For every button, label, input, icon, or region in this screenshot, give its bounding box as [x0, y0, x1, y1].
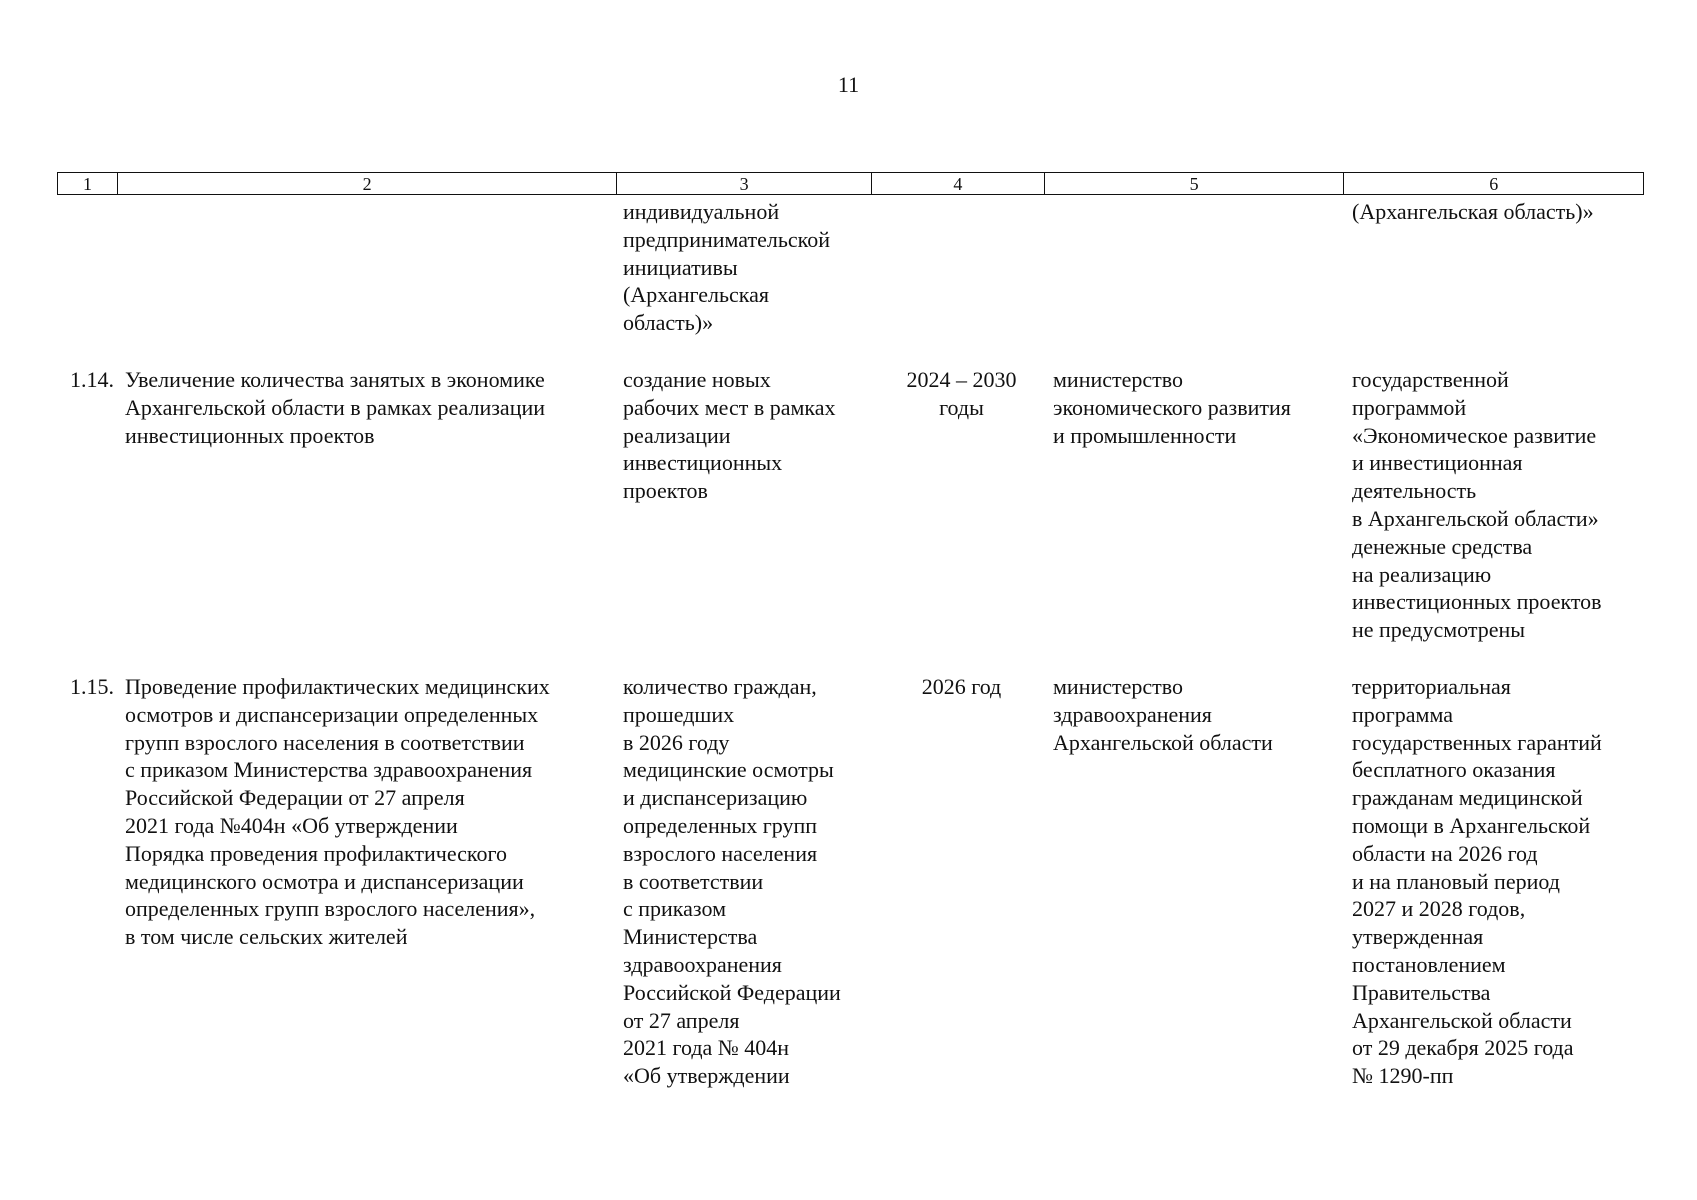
- row-1-15-title: Проведение профилактических медицинских осмотров и диспансеризации определенных групп взрослого населения в соответствии с приказом Министерства здравоохранения Российской Федерации от 27 апреля 2021 года №404н «Об утверждении Порядка проведения профилактического медицинского осмотра и диспансеризации определенных групп взрослого населения», в том числе сельских жителей: [125, 674, 550, 950]
- row-1-15-responsible: министерство здравоохранения Архангельской области: [1053, 674, 1273, 755]
- row-1-14-period: 2024 – 2030 годы: [906, 367, 1017, 420]
- row-1-14-number: 1.14.: [70, 367, 114, 392]
- row-1-15-period: 2026 год: [921, 674, 1002, 699]
- header-col-1: 1: [58, 173, 118, 194]
- row-1-14-responsible: министерство экономического развития и промышленности: [1053, 367, 1291, 448]
- row-1-14-title: Увеличение количества занятых в экономике Архангельской области в рамках реализации инвестиционных проектов: [125, 367, 546, 448]
- page-number: 11: [837, 72, 860, 97]
- header-col-6: 6: [1489, 174, 1499, 194]
- row-1-15-number: 1.15.: [70, 674, 114, 699]
- header-col-2: 2: [118, 173, 617, 194]
- row-1-15-indicator: количество граждан, прошедших в 2026 году медицинские осмотры и диспансеризацию определенных групп взрослого населения в соответствии с приказом Министерства здравоохранения Российской Федерации от 27 апреля 2021 года № 404н «Об утверждении: [623, 674, 841, 1089]
- continuation-source: (Архангельская область)»: [1352, 199, 1594, 224]
- row-1-14-source: государственной программой «Экономическое развитие и инвестиционная деятельность в Архангельской области» денежные средства на реализацию инвестиционных проектов не предусмотрены: [1352, 367, 1602, 643]
- table-header-row: [57, 172, 1644, 195]
- row-1-15-source: территориальная программа государственных гарантий бесплатного оказания гражданам медицинской помощи в Архангельской области на 2026 год и на плановый период 2027 и 2028 годов, утвержденная постановлением Правительства Архангельской области от 29 декабря 2025 года № 1290-пп: [1352, 674, 1602, 1089]
- header-col-3: 3: [617, 173, 872, 194]
- row-1-14-indicator: создание новых рабочих мест в рамках реализации инвестиционных проектов: [623, 367, 836, 504]
- continuation-indicator: индивидуальной предпринимательской инициативы (Архангельская область)»: [623, 199, 831, 336]
- header-col-4: 4: [872, 173, 1045, 194]
- header-col-5: 5: [1045, 173, 1345, 194]
